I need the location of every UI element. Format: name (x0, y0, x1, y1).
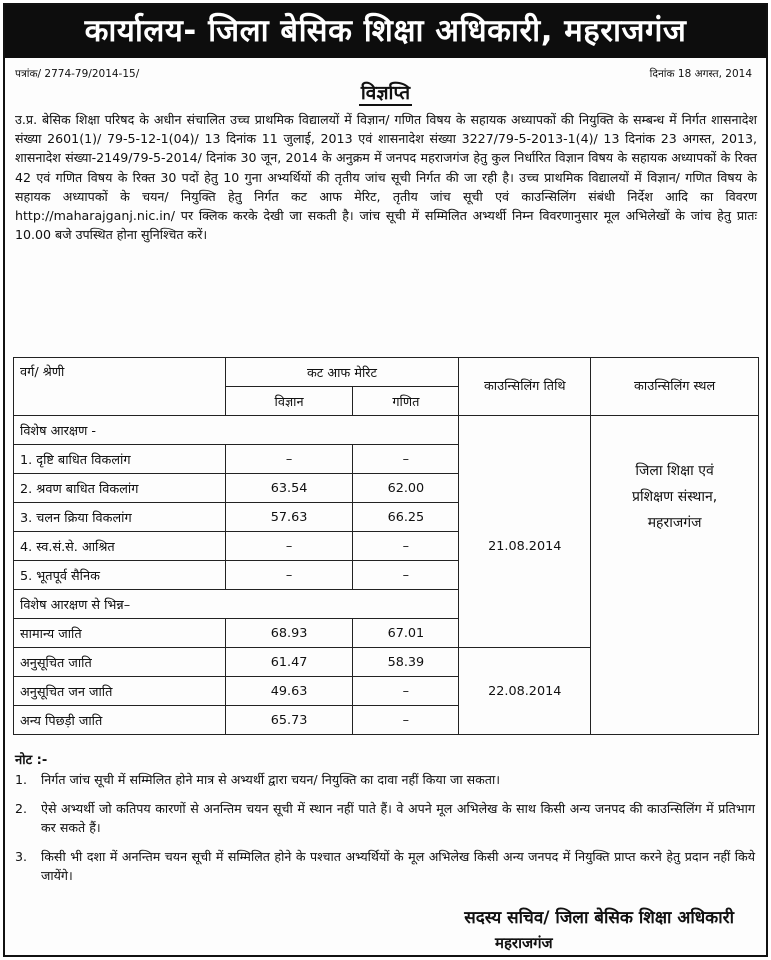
signatory-location: महराजगंज (495, 934, 553, 952)
science-cutoff: 61.47 (225, 648, 353, 677)
science-cutoff: – (225, 532, 353, 561)
notice-heading (5, 79, 766, 105)
venue-line-3: महराजगंज (647, 515, 702, 531)
row-label: अन्य पिछड़ी जाति (14, 706, 226, 735)
header-category: वर्ग/ श्रेणी (14, 358, 226, 416)
science-cutoff: – (225, 561, 353, 590)
notes-title: नोट :- (15, 753, 48, 768)
note-number: 3. (15, 848, 28, 864)
note-text: किसी भी दशा में अनन्तिम चयन सूची में सम्मिलित होने के पश्चात अभ्यर्थियों के मूल अभिलेख किसी अन्य जनपद में नियुक्ति प्राप्त करने हेतु प्रदान नहीं किये जायेंगे। (41, 848, 755, 883)
note-number: 2. (15, 800, 28, 816)
maths-cutoff: – (353, 532, 459, 561)
list-item (15, 847, 755, 886)
notice-heading-text: विज्ञप्ति (360, 82, 411, 104)
date-filler (459, 619, 591, 648)
science-cutoff: 49.63 (225, 677, 353, 706)
office-title-banner: कार्यालय- जिला बेसिक शिक्षा अधिकारी, महराजगंज (5, 5, 766, 58)
header-science: विज्ञान (225, 387, 353, 416)
counselling-date-1-text: 21.08.2014 (488, 538, 562, 554)
science-cutoff: 68.93 (225, 619, 353, 648)
header-cutoff: कट आफ मेरिट (225, 358, 459, 387)
header-counselling-date: काउन्सिलिंग तिथि (459, 358, 591, 416)
reference-number: पत्रांक/ 2774-79/2014-15/ (15, 68, 140, 80)
venue-line-2: प्रशिक्षण संस्थान, (632, 489, 718, 505)
science-cutoff: 65.73 (225, 706, 353, 735)
maths-cutoff: 66.25 (353, 503, 459, 532)
row-label: 4. स्व.सं.से. आश्रित (14, 532, 226, 561)
row-label: सामान्य जाति (14, 619, 226, 648)
special-heading-row (14, 416, 759, 445)
note-number: 1. (15, 772, 28, 787)
cutoff-table (13, 357, 759, 735)
counselling-date-2: 22.08.2014 (459, 648, 591, 735)
counselling-venue (591, 416, 759, 735)
notes-list (15, 770, 755, 895)
other-reservation-heading: विशेष आरक्षण से भिन्न– (14, 590, 459, 619)
header-counselling-venue: काउन्सिलिंग स्थल (591, 358, 759, 416)
row-label: 1. दृष्टि बाधित विकलांग (14, 445, 226, 474)
maths-cutoff: 58.39 (353, 648, 459, 677)
row-label: अनुसूचित जाति (14, 648, 226, 677)
note-text: ऐसे अभ्यर्थी जो कतिपय कारणों से अनन्तिम चयन सूची में स्थान नहीं पाते हैं। वे अपने मूल अभिलेख के साथ किसी अन्य जनपद की काउन्सिलिंग में प्रतिभाग कर सकते हैं। (41, 800, 755, 835)
list-item (15, 799, 755, 838)
maths-cutoff: – (353, 445, 459, 474)
header-maths: गणित (353, 387, 459, 416)
notice-document (3, 3, 768, 957)
row-label: अनुसूचित जन जाति (14, 677, 226, 706)
maths-cutoff: 67.01 (353, 619, 459, 648)
row-label: 5. भूतपूर्व सैनिक (14, 561, 226, 590)
science-cutoff: 57.63 (225, 503, 353, 532)
list-item (15, 770, 755, 790)
maths-cutoff: – (353, 706, 459, 735)
row-label: 3. चलन क्रिया विकलांग (14, 503, 226, 532)
table-header-row (14, 358, 759, 387)
maths-cutoff: 62.00 (353, 474, 459, 503)
maths-cutoff: – (353, 677, 459, 706)
maths-cutoff: – (353, 561, 459, 590)
science-cutoff: – (225, 445, 353, 474)
counselling-date-1 (459, 416, 591, 619)
signatory-title: सदस्य सचिव/ जिला बेसिक शिक्षा अधिकारी (464, 908, 734, 928)
notice-date: दिनांक 18 अगस्त, 2014 (649, 68, 752, 80)
special-reservation-heading: विशेष आरक्षण - (14, 416, 459, 445)
venue-line-1: जिला शिक्षा एवं (635, 463, 714, 479)
row-label: 2. श्रवण बाधित विकलांग (14, 474, 226, 503)
note-text: निर्गत जांच सूची में सम्मिलित होने मात्र से अभ्यर्थी द्वारा चयन/ नियुक्ति का दावा नहीं किया जा सकता। (41, 772, 500, 787)
science-cutoff: 63.54 (225, 474, 353, 503)
notice-paragraph: उ.प्र. बेसिक शिक्षा परिषद के अधीन संचालित उच्च प्राथमिक विद्यालयों में विज्ञान/ गणित विषय के सहायक अध्यापकों की नियुक्ति के सम्बन्ध में निर्गत शासनादेश संख्या 2601(1)/ 79-5-12-1(04)/ 13 दिनांक 11 जुलाई, 2013 एवं शासनादेश संख्या 3227/79-5-2013-1(4)/ 13 दिनांक 23 अगस्त, 2013, शासनादेश संख्या-2149/79-5-2014/ दिनांक 30 जून, 2014 के अनुक्रम में जनपद महराजगंज हेतु कुल निर्धारित विज्ञान विषय के सहायक अध्यापकों के रिक्त 42 एवं गणित विषय के रिक्त 30 पदों हेतु 10 गुना अभ्यर्थियों की तृतीय जांच सूची निर्गत की जा रही है। उच्च प्राथमिक विद्यालयों में विज्ञान/ गणित विषय के सहायक अध्यापकों के चयन/ नियुक्ति हेतु निर्गत कट आफ मेरिट, तृतीय जांच सूची एवं काउन्सिलिंग संबंधी निर्देश आदि का विवरण http://maharajganj.nic.in/ पर क्लिक करके देखी जा सकती है। जांच सूची में सम्मिलित अभ्यर्थी निम्न विवरणानुसार मूल अभिलेखों के जांच हेतु प्रातः 10.00 बजे उपस्थित होना सुनिश्चित करें। (15, 112, 757, 243)
